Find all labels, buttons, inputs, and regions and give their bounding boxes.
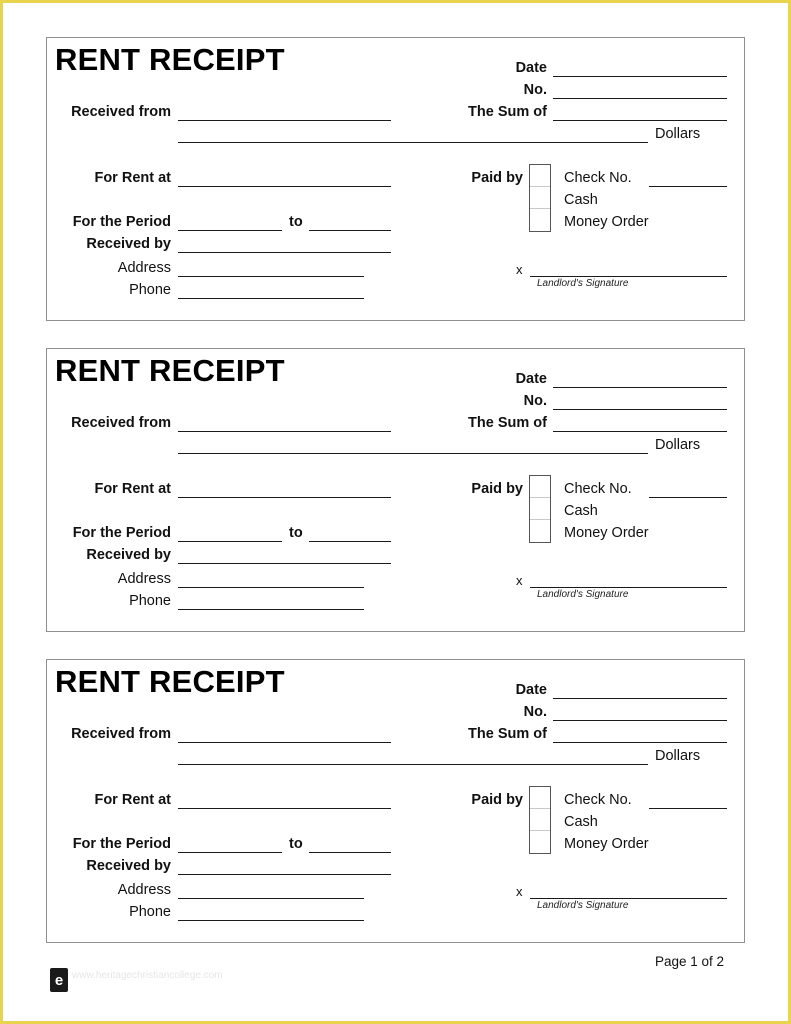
received-by-field[interactable]	[178, 874, 391, 875]
rent-at-label: For Rent at	[94, 792, 171, 808]
address-label: Address	[117, 882, 171, 898]
check-number-field[interactable]	[649, 186, 727, 187]
period-end-field[interactable]	[309, 230, 391, 231]
receipt-title: RENT RECEIPT	[55, 664, 285, 699]
check-checkbox[interactable]	[530, 476, 550, 498]
received-by-label: Received by	[86, 858, 171, 874]
check-label: Check No.	[564, 170, 632, 186]
payment-method-checkboxes	[529, 475, 551, 543]
sum-label: The Sum of	[468, 415, 547, 431]
date-label: Date	[515, 60, 547, 76]
received-from-label: Received from	[71, 104, 171, 120]
sum-field[interactable]	[553, 431, 727, 432]
signature-x-mark: x	[516, 573, 523, 588]
no-label: No.	[523, 704, 547, 720]
rent-at-label: For Rent at	[94, 170, 171, 186]
date-field[interactable]	[553, 76, 727, 77]
receipt-number-field[interactable]	[553, 720, 727, 721]
signature-x-mark: x	[516, 262, 523, 277]
date-label: Date	[515, 682, 547, 698]
phone-field[interactable]	[178, 920, 364, 921]
no-label: No.	[523, 393, 547, 409]
period-start-field[interactable]	[178, 230, 282, 231]
received-from-field[interactable]	[178, 742, 391, 743]
rent-receipt-1	[46, 37, 745, 321]
period-label: For the Period	[72, 214, 171, 230]
money-order-label: Money Order	[564, 836, 649, 852]
paid-by-label: Paid by	[471, 792, 523, 808]
received-from-label: Received from	[71, 415, 171, 431]
received-from-field[interactable]	[178, 431, 391, 432]
receipt-number-field[interactable]	[553, 409, 727, 410]
received-from-label: Received from	[71, 726, 171, 742]
address-field[interactable]	[178, 587, 364, 588]
date-field[interactable]	[553, 698, 727, 699]
cash-checkbox[interactable]	[530, 187, 550, 209]
dollars-label: Dollars	[655, 126, 701, 142]
paid-by-label: Paid by	[471, 170, 523, 186]
rent-at-field[interactable]	[178, 497, 391, 498]
dollars-label: Dollars	[655, 748, 701, 764]
address-field[interactable]	[178, 276, 364, 277]
rent-receipt-2	[46, 348, 745, 632]
phone-label: Phone	[129, 904, 171, 920]
payment-method-checkboxes	[529, 786, 551, 854]
date-field[interactable]	[553, 387, 727, 388]
sum-field[interactable]	[553, 120, 727, 121]
cash-label: Cash	[564, 192, 598, 208]
rent-receipt-3	[46, 659, 745, 943]
to-label: to	[289, 214, 303, 230]
signature-field[interactable]	[530, 276, 727, 277]
check-checkbox[interactable]	[530, 787, 550, 809]
receipt-title: RENT RECEIPT	[55, 353, 285, 388]
cash-label: Cash	[564, 503, 598, 519]
rent-at-field[interactable]	[178, 186, 391, 187]
sum-label: The Sum of	[468, 104, 547, 120]
address-label: Address	[117, 260, 171, 276]
check-number-field[interactable]	[649, 808, 727, 809]
payment-method-checkboxes	[529, 164, 551, 232]
signature-x-mark: x	[516, 884, 523, 899]
received-by-label: Received by	[86, 236, 171, 252]
address-field[interactable]	[178, 898, 364, 899]
money-order-label: Money Order	[564, 525, 649, 541]
rent-at-label: For Rent at	[94, 481, 171, 497]
cash-checkbox[interactable]	[530, 498, 550, 520]
receipt-number-field[interactable]	[553, 98, 727, 99]
money-order-checkbox[interactable]	[530, 831, 550, 853]
money-order-checkbox[interactable]	[530, 209, 550, 231]
received-by-field[interactable]	[178, 563, 391, 564]
sum-words-field[interactable]	[178, 142, 648, 143]
sum-words-field[interactable]	[178, 764, 648, 765]
signature-caption: Landlord's Signature	[537, 900, 629, 911]
received-from-field[interactable]	[178, 120, 391, 121]
signature-caption: Landlord's Signature	[537, 278, 629, 289]
signature-caption: Landlord's Signature	[537, 589, 629, 600]
received-by-label: Received by	[86, 547, 171, 563]
phone-label: Phone	[129, 282, 171, 298]
money-order-checkbox[interactable]	[530, 520, 550, 542]
sum-field[interactable]	[553, 742, 727, 743]
phone-field[interactable]	[178, 298, 364, 299]
check-label: Check No.	[564, 481, 632, 497]
page-number: Page 1 of 2	[655, 954, 725, 969]
period-end-field[interactable]	[309, 541, 391, 542]
signature-field[interactable]	[530, 587, 727, 588]
watermark-text: www.heritagechristiancollege.com	[72, 970, 223, 981]
cash-checkbox[interactable]	[530, 809, 550, 831]
receipt-title: RENT RECEIPT	[55, 42, 285, 77]
no-label: No.	[523, 82, 547, 98]
signature-field[interactable]	[530, 898, 727, 899]
address-label: Address	[117, 571, 171, 587]
money-order-label: Money Order	[564, 214, 649, 230]
phone-field[interactable]	[178, 609, 364, 610]
received-by-field[interactable]	[178, 252, 391, 253]
check-checkbox[interactable]	[530, 165, 550, 187]
sum-words-field[interactable]	[178, 453, 648, 454]
period-label: For the Period	[72, 836, 171, 852]
check-label: Check No.	[564, 792, 632, 808]
phone-label: Phone	[129, 593, 171, 609]
paid-by-label: Paid by	[471, 481, 523, 497]
to-label: to	[289, 525, 303, 541]
sum-label: The Sum of	[468, 726, 547, 742]
period-start-field[interactable]	[178, 852, 282, 853]
check-number-field[interactable]	[649, 497, 727, 498]
period-end-field[interactable]	[309, 852, 391, 853]
period-label: For the Period	[72, 525, 171, 541]
dollars-label: Dollars	[655, 437, 701, 453]
period-start-field[interactable]	[178, 541, 282, 542]
date-label: Date	[515, 371, 547, 387]
cash-label: Cash	[564, 814, 598, 830]
watermark-logo-icon: e	[50, 968, 68, 992]
rent-at-field[interactable]	[178, 808, 391, 809]
to-label: to	[289, 836, 303, 852]
